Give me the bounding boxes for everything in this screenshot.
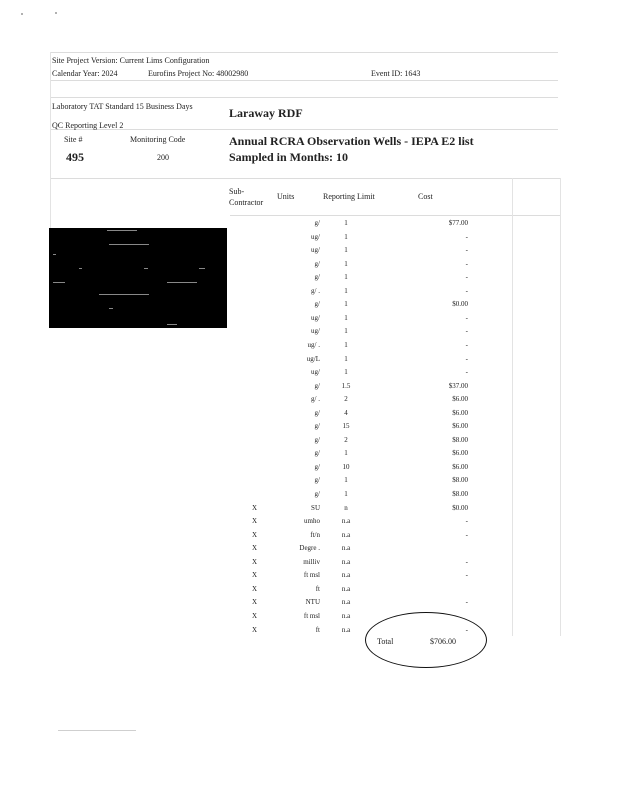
cell-reporting-limit: 1 xyxy=(344,287,348,295)
cell-cost: - xyxy=(465,260,468,268)
scan-speck xyxy=(144,268,148,269)
cell-reporting-limit: 10 xyxy=(342,463,350,471)
scan-speck xyxy=(55,12,57,14)
cell-cost: - xyxy=(465,531,468,539)
cell-reporting-limit: 1.5 xyxy=(341,382,351,390)
cell-cost: - xyxy=(465,341,468,349)
cell-units: ug/ . xyxy=(307,341,320,349)
scan-speck xyxy=(109,308,113,309)
cell-units: g/ xyxy=(314,463,320,471)
facility-title: Laraway RDF xyxy=(229,106,303,120)
cell-cost: - xyxy=(465,327,468,335)
cell-units: g/ . xyxy=(311,395,320,403)
cell-units: ft xyxy=(315,585,320,593)
cell-reporting-limit: 1 xyxy=(344,449,348,457)
grid-line xyxy=(50,80,558,81)
cell-units: ug/ xyxy=(311,327,320,335)
cell-units: SU xyxy=(311,504,320,512)
cell-units: g/ xyxy=(314,476,320,484)
cell-units: g/ . xyxy=(311,287,320,295)
cell-reporting-limit: n.a xyxy=(341,571,351,579)
total-label: Total xyxy=(377,637,394,646)
cell-reporting-limit: 1 xyxy=(344,219,348,227)
cell-units: ft xyxy=(315,626,320,634)
cell-units: g/ xyxy=(314,219,320,227)
grid-line xyxy=(50,52,558,53)
cell-cost: - xyxy=(465,314,468,322)
scan-speck xyxy=(109,244,149,245)
cell-subcontractor: X xyxy=(252,598,258,606)
cell-cost: $6.00 xyxy=(452,422,468,430)
cell-reporting-limit: n.a xyxy=(341,531,351,539)
event-id: Event ID: 1643 xyxy=(371,69,421,78)
grid-line xyxy=(50,129,558,130)
cell-units: g/ xyxy=(314,409,320,417)
monitoring-code-label: Monitoring Code xyxy=(130,135,186,144)
sampled-months: Sampled in Months: 10 xyxy=(229,150,349,164)
col-header-subcontractor: Sub- Contractor xyxy=(229,187,264,207)
cell-units: Degre . xyxy=(299,544,320,552)
cell-cost: - xyxy=(465,355,468,363)
cell-units: ug/L xyxy=(306,355,320,363)
cell-cost: $6.00 xyxy=(452,449,468,457)
lab-tat: Laboratory TAT Standard 15 Business Days xyxy=(52,102,193,111)
signature-line xyxy=(58,730,136,731)
cell-reporting-limit: 2 xyxy=(344,436,348,444)
scan-speck xyxy=(79,268,82,269)
cell-units: g/ xyxy=(314,449,320,457)
scan-speck xyxy=(53,254,56,255)
site-project-version: Site Project Version: Current Lims Configuration xyxy=(52,56,210,65)
cell-reporting-limit: n.a xyxy=(341,598,351,606)
cell-reporting-limit: 1 xyxy=(344,273,348,281)
cell-units: g/ xyxy=(314,300,320,308)
scan-speck xyxy=(167,324,177,325)
cell-cost: $8.00 xyxy=(452,490,468,498)
cell-reporting-limit: 2 xyxy=(344,395,348,403)
cell-reporting-limit: 4 xyxy=(344,409,348,417)
grid-line xyxy=(50,52,51,230)
cell-reporting-limit: 1 xyxy=(344,476,348,484)
col-header-reporting-limit: Reporting Limit xyxy=(323,192,375,201)
cell-cost: - xyxy=(465,233,468,241)
calendar-year: Calendar Year: 2024 xyxy=(52,69,118,78)
cell-cost: - xyxy=(465,558,468,566)
cell-reporting-limit: 1 xyxy=(344,300,348,308)
cell-cost: - xyxy=(465,517,468,525)
grid-line xyxy=(230,215,560,216)
scan-speck xyxy=(99,294,149,295)
cell-cost: $6.00 xyxy=(452,395,468,403)
monitoring-code-value: 200 xyxy=(157,153,169,162)
cell-reporting-limit: n.a xyxy=(341,585,351,593)
cell-subcontractor: X xyxy=(252,558,258,566)
cell-units: ug/ xyxy=(311,233,320,241)
grid-line xyxy=(512,178,513,636)
cell-reporting-limit: n.a xyxy=(341,544,351,552)
cell-cost: - xyxy=(465,368,468,376)
cell-units: g/ xyxy=(314,273,320,281)
cell-units: ug/ xyxy=(311,246,320,254)
cell-subcontractor: X xyxy=(252,585,258,593)
cell-reporting-limit: 1 xyxy=(344,314,348,322)
scan-speck xyxy=(199,268,205,269)
cell-units: ft/n xyxy=(310,531,320,539)
program-title: Annual RCRA Observation Wells - IEPA E2 list xyxy=(229,134,474,148)
cell-cost: - xyxy=(465,246,468,254)
cell-cost: $0.00 xyxy=(452,300,468,308)
cell-reporting-limit: n.a xyxy=(341,517,351,525)
cell-subcontractor: X xyxy=(252,612,258,620)
cell-reporting-limit: 1 xyxy=(344,260,348,268)
cell-reporting-limit: 1 xyxy=(344,327,348,335)
scan-speck xyxy=(107,230,137,231)
cell-cost: $77.00 xyxy=(448,219,468,227)
cell-cost: $6.00 xyxy=(452,409,468,417)
cell-cost: $8.00 xyxy=(452,436,468,444)
cell-reporting-limit: 1 xyxy=(344,233,348,241)
total-value: $706.00 xyxy=(430,637,456,646)
cell-cost: $37.00 xyxy=(448,382,468,390)
cell-reporting-limit: 1 xyxy=(344,246,348,254)
cell-reporting-limit: 1 xyxy=(344,368,348,376)
cell-units: ft msl xyxy=(303,612,320,620)
project-number: Eurofins Project No: 48002980 xyxy=(148,69,249,78)
cell-units: ft msl xyxy=(303,571,320,579)
cell-units: NTU xyxy=(305,598,320,606)
cell-units: g/ xyxy=(314,490,320,498)
cell-cost: $6.00 xyxy=(452,463,468,471)
cell-subcontractor: X xyxy=(252,504,258,512)
cell-reporting-limit: n.a xyxy=(341,626,351,634)
site-label: Site # xyxy=(64,135,83,144)
scan-speck xyxy=(53,282,65,283)
qc-level: QC Reporting Level 2 xyxy=(52,121,124,130)
cell-reporting-limit: 15 xyxy=(342,422,350,430)
cell-cost: - xyxy=(465,626,468,634)
cell-reporting-limit: n.a xyxy=(341,558,351,566)
col-header-units: Units xyxy=(277,192,295,201)
scan-speck xyxy=(21,13,23,15)
grid-line xyxy=(50,97,558,98)
grid-line xyxy=(50,178,560,179)
cell-cost: - xyxy=(465,273,468,281)
cell-cost: $0.00 xyxy=(452,504,468,512)
scan-speck xyxy=(167,282,197,283)
cell-units: g/ xyxy=(314,260,320,268)
cell-units: g/ xyxy=(314,422,320,430)
cell-units: ug/ xyxy=(311,314,320,322)
cell-cost: $8.00 xyxy=(452,476,468,484)
cell-cost: - xyxy=(465,598,468,606)
cell-subcontractor: X xyxy=(252,571,258,579)
cell-units: ug/ xyxy=(311,368,320,376)
cell-reporting-limit: n.a xyxy=(341,612,351,620)
cell-subcontractor: X xyxy=(252,544,258,552)
cell-subcontractor: X xyxy=(252,517,258,525)
cell-cost: - xyxy=(465,571,468,579)
cell-units: milliv xyxy=(303,558,320,566)
grid-line xyxy=(560,178,561,636)
site-value: 495 xyxy=(66,150,84,164)
cell-units: umho xyxy=(304,517,320,525)
redaction-block xyxy=(49,228,227,328)
cell-units: g/ xyxy=(314,436,320,444)
cell-subcontractor: X xyxy=(252,626,258,634)
cell-reporting-limit: 1 xyxy=(344,355,348,363)
cell-reporting-limit: n xyxy=(344,504,348,512)
cell-subcontractor: X xyxy=(252,531,258,539)
cell-cost: - xyxy=(465,287,468,295)
col-header-cost: Cost xyxy=(418,192,433,201)
cell-reporting-limit: 1 xyxy=(344,490,348,498)
cell-units: g/ xyxy=(314,382,320,390)
cell-reporting-limit: 1 xyxy=(344,341,348,349)
